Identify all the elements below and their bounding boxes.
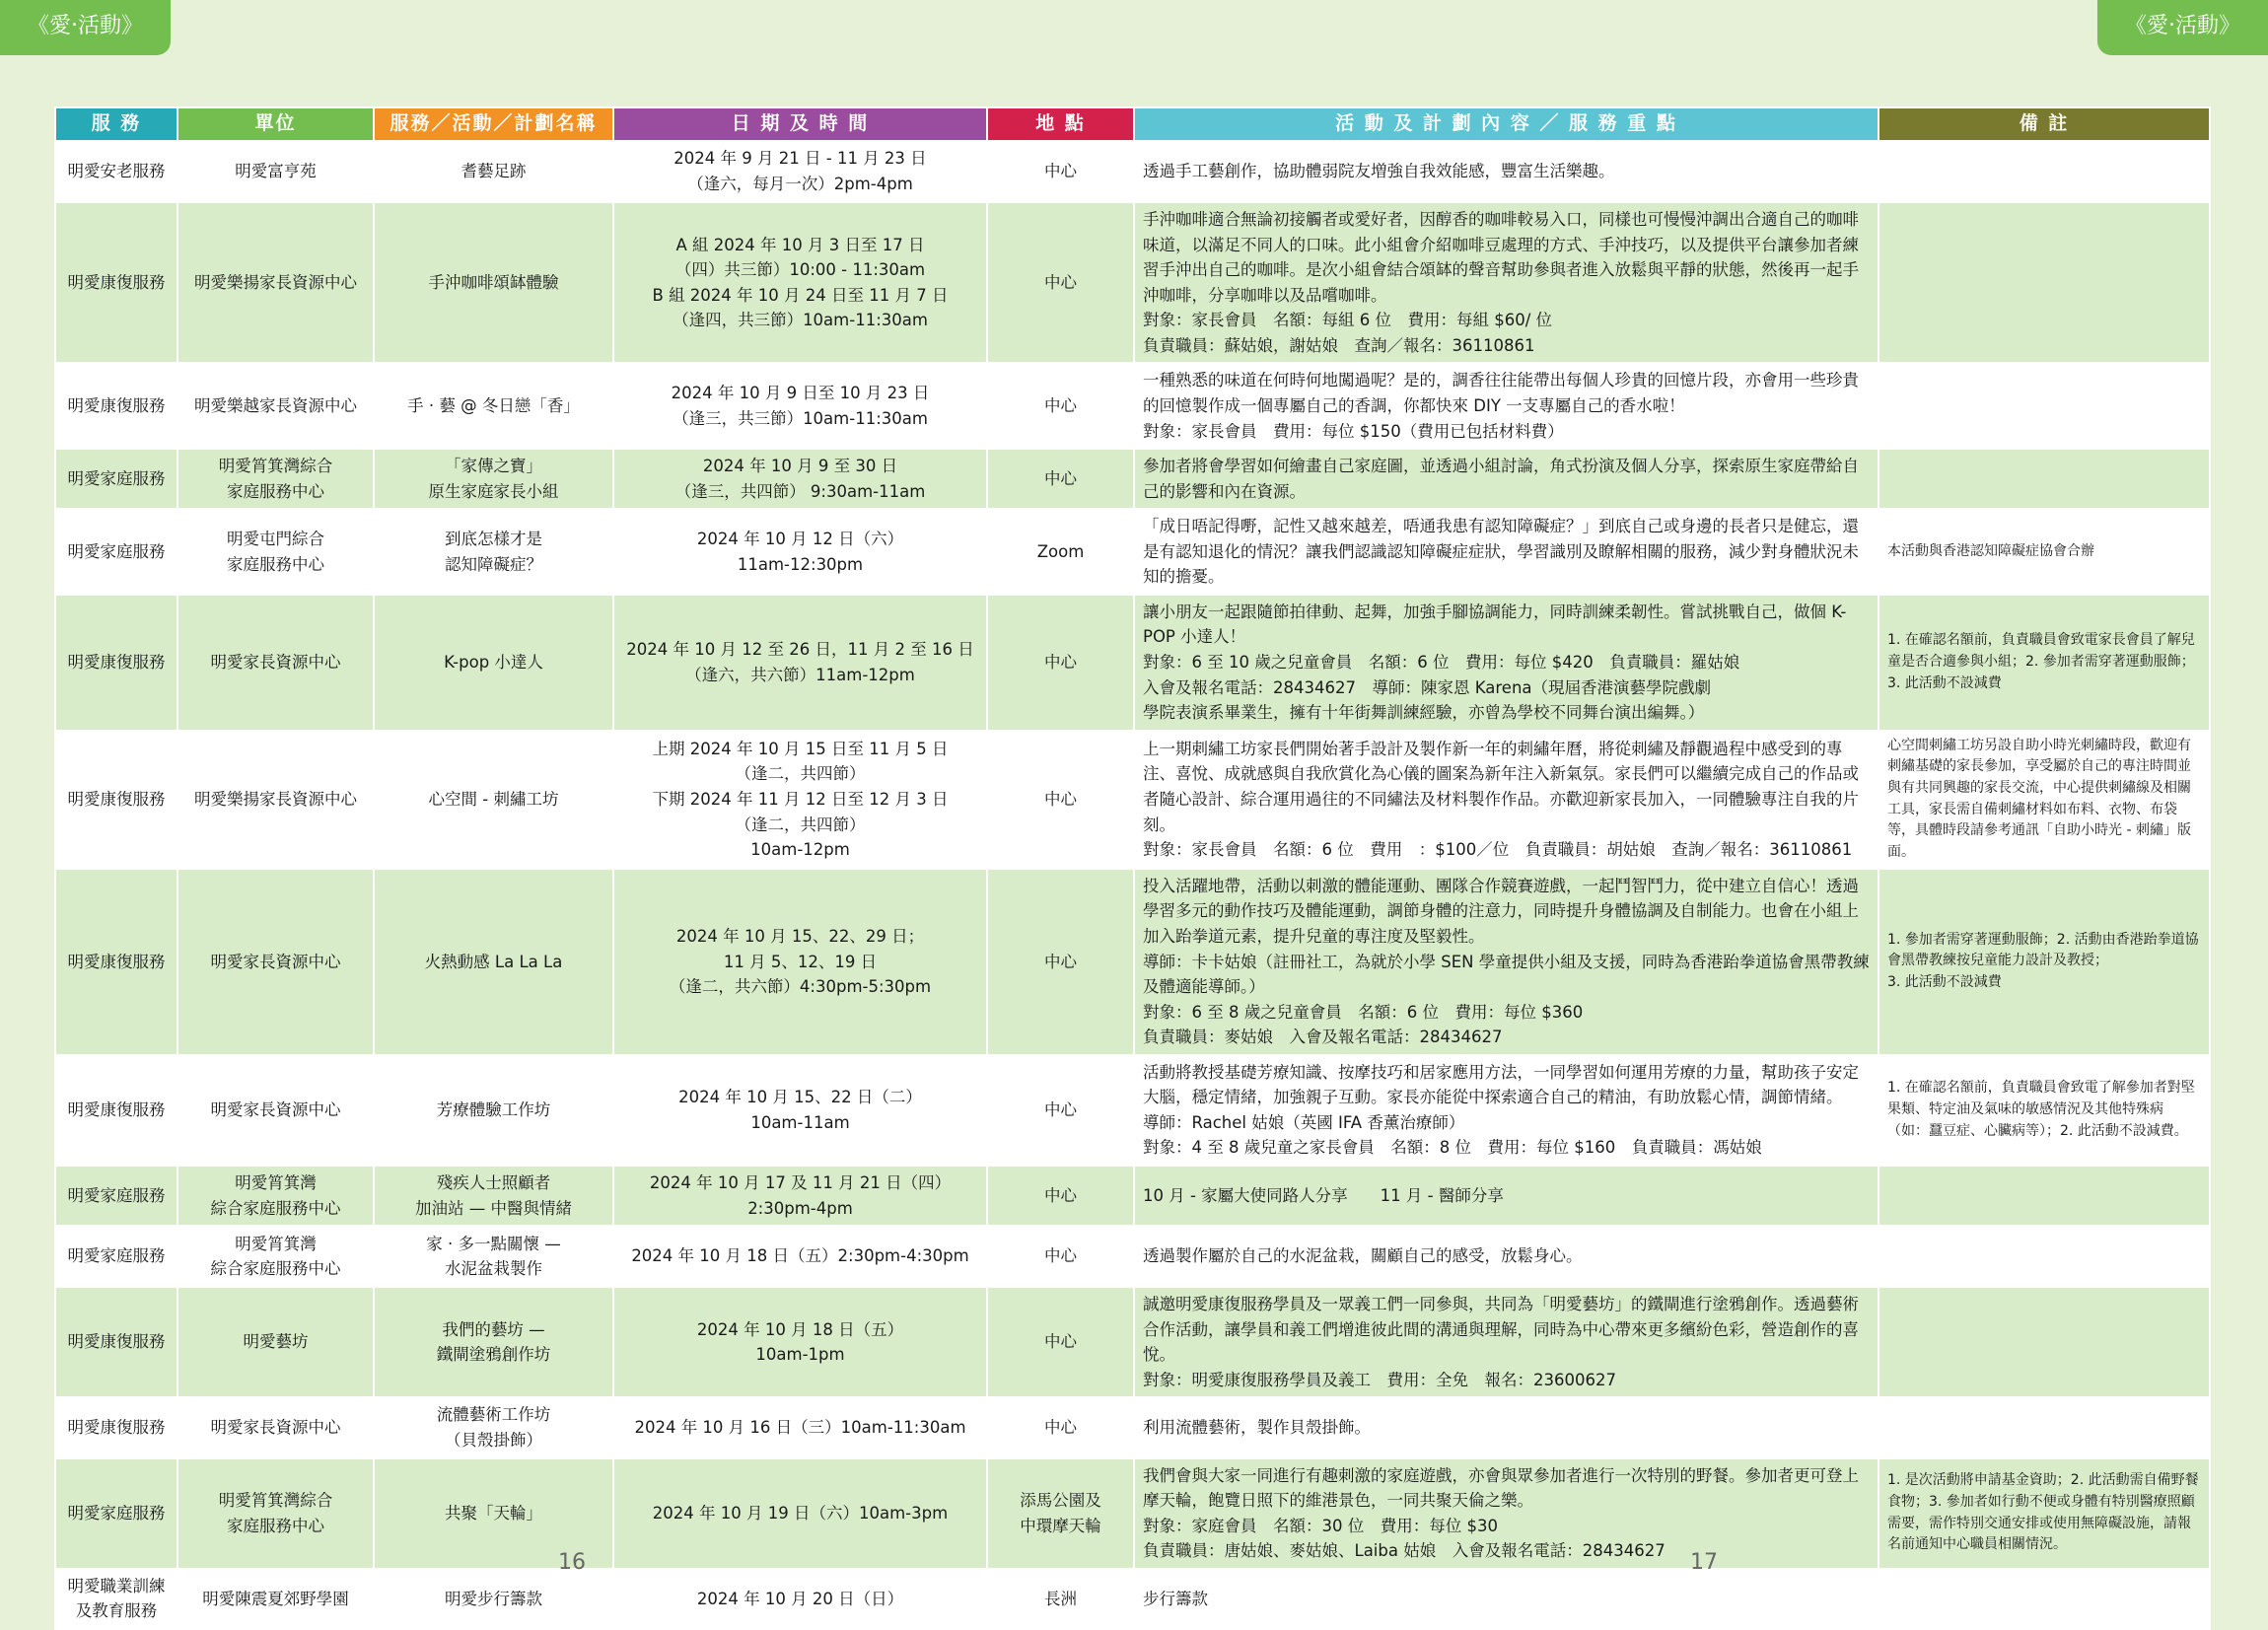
venue-cell: 中心 <box>987 1397 1134 1457</box>
column-header-venue: 地 點 <box>987 107 1134 141</box>
column-header-service: 服 務 <box>55 107 177 141</box>
remarks-cell: 本活動與香港認知障礙症協會合辦 <box>1878 509 2210 595</box>
unit-cell: 明愛家長資源中心 <box>177 595 374 731</box>
date-time-cell: 2024 年 10 月 12 至 26 日，11 月 2 至 16 日 （逢六，共六節）11am-12pm <box>613 595 987 731</box>
unit-cell: 明愛家長資源中心 <box>177 869 374 1055</box>
content-cell: 步行籌款 <box>1134 1569 1878 1629</box>
content-cell: 參加者將會學習如何繪畫自己家庭圖，並透過小組討論，角式扮演及個人分享，探索原生家庭帶給自己的影響和內在資源。 <box>1134 449 1878 509</box>
table-row <box>55 595 2210 731</box>
activity-table-wrapper <box>54 106 2209 1630</box>
date-time-cell: 2024 年 10 月 18 日（五）2:30pm-4:30pm <box>613 1226 987 1287</box>
unit-cell: 明愛屯門綜合 家庭服務中心 <box>177 509 374 595</box>
unit-cell: 明愛筲箕灣 綜合家庭服務中心 <box>177 1226 374 1287</box>
table-row <box>55 363 2210 449</box>
activity-name-cell: 「家傳之寶」 原生家庭家長小組 <box>374 449 613 509</box>
unit-cell: 明愛筲箕灣 綜合家庭服務中心 <box>177 1166 374 1226</box>
remarks-cell: 1. 是次活動將申請基金資助；2. 此活動需自備野餐食物；3. 參加者如行動不便或身體有特別醫療照顧需要，需作特別交通安排或使用無障礙設施，請報名前通知中心職員相關情況。 <box>1878 1458 2210 1569</box>
venue-cell: 中心 <box>987 595 1134 731</box>
date-time-cell: 2024 年 10 月 17 及 11 月 21 日（四）2:30pm-4pm <box>613 1166 987 1226</box>
activity-name-cell: 手沖咖啡頌缽體驗 <box>374 202 613 363</box>
remarks-cell: 心空間刺繡工坊另設自助小時光刺繡時段，歡迎有刺繡基礎的家長參加，享受屬於自己的專注時間並與有共同興趣的家長交流，中心提供刺繡線及相關工具，家長需自備刺繡材料如布料、衣物、布袋等，具體時段請參考通訊「自助小時光 - 刺繡」版面。 <box>1878 731 2210 869</box>
activity-name-cell: 家 ‧ 多一點關懷 — 水泥盆栽製作 <box>374 1226 613 1287</box>
unit-cell: 明愛樂揚家長資源中心 <box>177 202 374 363</box>
activity-name-cell: 手 ‧ 藝 @ 冬日戀「香」 <box>374 363 613 449</box>
service-cell: 明愛康復服務 <box>55 1055 177 1166</box>
service-cell: 明愛康復服務 <box>55 595 177 731</box>
content-cell: 投入活躍地帶，活動以刺激的體能運動、團隊合作競賽遊戲，一起鬥智鬥力，從中建立自信心！透過學習多元的動作技巧及體能運動，調節身體的注意力，同時提升身體協調及自制能力。也會在小組上加入跆拳道元素，提升兒童的專注度及堅毅性。 導師：卡卡姑娘（註冊社工，為就於小學 SEN 學童提供小組及支援，同時為香港跆拳道協會黑帶教練及體適能導師。） 對象：6 至 8 歲之兒童會員 名額：6 位 費用：每位 $360 負責職員：麥姑娘 入會及報名電話：28434627 <box>1134 869 1878 1055</box>
date-time-cell: 2024 年 10 月 20 日（日） <box>613 1569 987 1629</box>
remarks-cell <box>1878 449 2210 509</box>
activity-name-cell: 火熱動感 La La La <box>374 869 613 1055</box>
content-cell: 10 月 - 家屬大使同路人分享 11 月 - 醫師分享 <box>1134 1166 1878 1226</box>
service-cell: 明愛家庭服務 <box>55 1166 177 1226</box>
content-cell: 手沖咖啡適合無論初接觸者或愛好者，因醇香的咖啡較易入口，同樣也可慢慢沖調出合適自己的咖啡味道，以滿足不同人的口味。此小組會介紹咖啡豆處理的方式、手沖技巧，以及提供平台讓參加者練習手沖出自己的咖啡。是次小組會結合頌缽的聲音幫助參與者進入放鬆與平靜的狀態，然後再一起手沖咖啡，分享咖啡以及品嚐咖啡。 對象：家長會員 名額：每組 6 位 費用：每組 $60/ 位 負責職員：蘇姑娘，謝姑娘 查詢／報名：36110861 <box>1134 202 1878 363</box>
unit-cell: 明愛陳震夏郊野學園 <box>177 1569 374 1629</box>
activity-name-cell: 流體藝術工作坊 （貝殼掛飾） <box>374 1397 613 1457</box>
content-cell: 讓小朋友一起跟隨節拍律動、起舞，加強手腳協調能力，同時訓練柔韌性。嘗試挑戰自己，做個 K-POP 小達人！ 對象：6 至 10 歲之兒童會員 名額：6 位 費用：每位 $420 負責職員：羅姑娘 入會及報名電話：28434627 導師：陳家恩 Karena（現屆香港演藝學院戲劇 學院表演系畢業生，擁有十年街舞訓練經驗，亦曾為學校不同舞台演出編舞。） <box>1134 595 1878 731</box>
content-cell: 透過手工藝創作，協助體弱院友増強自我效能感，豐富生活樂趣。 <box>1134 141 1878 202</box>
column-header-remarks: 備 註 <box>1878 107 2210 141</box>
activity-name-cell: 明愛步行籌款 <box>374 1569 613 1629</box>
activity-table <box>54 106 2211 1630</box>
table-row <box>55 202 2210 363</box>
service-cell: 明愛康復服務 <box>55 731 177 869</box>
remarks-cell <box>1878 363 2210 449</box>
table-row <box>55 1055 2210 1166</box>
content-cell: 我們會與大家一同進行有趣刺激的家庭遊戲，亦會與眾參加者進行一次特別的野餐。參加者更可登上摩天輪，飽覽日照下的維港景色，一同共聚天倫之樂。 對象：家庭會員 名額：30 位 費用：每位 $30 負責職員：唐姑娘、麥姑娘、Laiba 姑娘 入會及報名電話：28434627 <box>1134 1458 1878 1569</box>
date-time-cell: 2024 年 10 月 15、22、29 日； 11 月 5、12、19 日 （逢二，共六節）4:30pm-5:30pm <box>613 869 987 1055</box>
remarks-cell: 1. 在確認名額前，負責職員會致電了解參加者對堅果類、特定油及氣味的敏感情況及其他特殊病（如：蠶豆症、心臟病等）；2. 此活動不設減費。 <box>1878 1055 2210 1166</box>
section-tag-left: 《愛‧活動》 <box>0 0 171 55</box>
remarks-cell <box>1878 1287 2210 1397</box>
venue-cell: 中心 <box>987 363 1134 449</box>
service-cell: 明愛家庭服務 <box>55 1226 177 1287</box>
activity-name-cell: 芳療體驗工作坊 <box>374 1055 613 1166</box>
date-time-cell: 上期 2024 年 10 月 15 日至 11 月 5 日 （逢二，共四節） 下期 2024 年 11 月 12 日至 12 月 3 日 （逢二，共四節） 10am-12pm <box>613 731 987 869</box>
service-cell: 明愛家庭服務 <box>55 509 177 595</box>
service-cell: 明愛家庭服務 <box>55 449 177 509</box>
content-cell: 活動將教授基礎芳療知識、按摩技巧和居家應用方法，一同學習如何運用芳療的力量，幫助孩子安定大腦，穩定情緒，加強親子互動。家長亦能從中探索適合自己的精油，有助放鬆心情，調節情緒。 導師：Rachel 姑娘（英國 IFA 香薰治療師） 對象：4 至 8 歲兒童之家長會員 名額：8 位 費用：每位 $160 負責職員：馮姑娘 <box>1134 1055 1878 1166</box>
page-number-left: 16 <box>558 1550 586 1575</box>
activity-name-cell: 我們的藝坊 — 鐵閘塗鴉創作坊 <box>374 1287 613 1397</box>
remarks-cell: 1. 在確認名額前，負責職員會致電家長會員了解兒童是否合適參與小組；2. 參加者需穿著運動服飾；3. 此活動不設減費 <box>1878 595 2210 731</box>
table-row <box>55 1287 2210 1397</box>
unit-cell: 明愛樂越家長資源中心 <box>177 363 374 449</box>
table-row <box>55 1226 2210 1287</box>
content-cell: 上一期刺繡工坊家長們開始著手設計及製作新一年的刺繡年曆，將從刺繡及靜觀過程中感受到的專注、喜悅、成就感與自我欣賞化為心儀的圖案為新年注入新氣氛。家長們可以繼續完成自己的作品或者隨心設計、綜合運用過往的不同繡法及材料製作作品。亦歡迎新家長加入，一同體驗專注自我的片刻。 對象：家長會員 名額：6 位 費用 ：$100／位 負責職員：胡姑娘 查詢／報名：36110861 <box>1134 731 1878 869</box>
table-header-row <box>55 107 2210 141</box>
venue-cell: 中心 <box>987 1166 1134 1226</box>
table-row <box>55 141 2210 202</box>
remarks-cell <box>1878 141 2210 202</box>
date-time-cell: 2024 年 10 月 19 日（六）10am-3pm <box>613 1458 987 1569</box>
column-header-activity-name: 服務／活動／計劃名稱 <box>374 107 613 141</box>
date-time-cell: 2024 年 10 月 16 日（三）10am-11:30am <box>613 1397 987 1457</box>
table-row <box>55 731 2210 869</box>
venue-cell: 中心 <box>987 731 1134 869</box>
venue-cell: 添馬公園及 中環摩天輪 <box>987 1458 1134 1569</box>
service-cell: 明愛家庭服務 <box>55 1458 177 1569</box>
unit-cell: 明愛樂揚家長資源中心 <box>177 731 374 869</box>
column-header-content: 活 動 及 計 劃 內 容 ／ 服 務 重 點 <box>1134 107 1878 141</box>
table-body <box>55 141 2210 1629</box>
service-cell: 明愛康復服務 <box>55 202 177 363</box>
content-cell: 透過製作屬於自己的水泥盆栽，關顧自己的感受，放鬆身心。 <box>1134 1226 1878 1287</box>
column-header-date-time: 日 期 及 時 間 <box>613 107 987 141</box>
unit-cell: 明愛家長資源中心 <box>177 1397 374 1457</box>
unit-cell: 明愛筲箕灣綜合 家庭服務中心 <box>177 449 374 509</box>
content-cell: 「成日唔記得嘢，記性又越來越差，唔通我患有認知障礙症？」到底自己或身邊的長者只是健忘，還是有認知退化的情況？讓我們認識認知障礙症症狀，學習識別及瞭解相關的服務，減少對身體狀況未知的擔憂。 <box>1134 509 1878 595</box>
table-row <box>55 509 2210 595</box>
venue-cell: 中心 <box>987 449 1134 509</box>
venue-cell: 中心 <box>987 1226 1134 1287</box>
service-cell: 明愛職業訓練 及教育服務 <box>55 1569 177 1629</box>
remarks-cell <box>1878 1166 2210 1226</box>
content-cell: 利用流體藝術，製作貝殼掛飾。 <box>1134 1397 1878 1457</box>
service-cell: 明愛安老服務 <box>55 141 177 202</box>
date-time-cell: 2024 年 10 月 15、22 日（二） 10am-11am <box>613 1055 987 1166</box>
date-time-cell: A 組 2024 年 10 月 3 日至 17 日 （四）共三節）10:00 - 11:30am B 組 2024 年 10 月 24 日至 11 月 7 日 （逢四，共三節）10am-11:30am <box>613 202 987 363</box>
section-tag-right: 《愛‧活動》 <box>2097 0 2268 55</box>
date-time-cell: 2024 年 10 月 12 日（六） 11am-12:30pm <box>613 509 987 595</box>
service-cell: 明愛康復服務 <box>55 869 177 1055</box>
unit-cell: 明愛藝坊 <box>177 1287 374 1397</box>
venue-cell: 中心 <box>987 202 1134 363</box>
table-row <box>55 449 2210 509</box>
page-number-right: 17 <box>1690 1550 1718 1575</box>
venue-cell: 中心 <box>987 141 1134 202</box>
table-row <box>55 1397 2210 1457</box>
service-cell: 明愛康復服務 <box>55 363 177 449</box>
venue-cell: 長洲 <box>987 1569 1134 1629</box>
venue-cell: 中心 <box>987 1055 1134 1166</box>
activity-name-cell: K-pop 小達人 <box>374 595 613 731</box>
table-row <box>55 1166 2210 1226</box>
content-cell: 一種熟悉的味道在何時何地闖過呢？是的，調香往往能帶出每個人珍貴的回憶片段，亦會用一些珍貴的回憶製作成一個專屬自己的香調，你都快來 DIY 一支專屬自己的香水啦！ 對象：家長會員 費用：每位 $150（費用已包括材料費） <box>1134 363 1878 449</box>
remarks-cell <box>1878 1226 2210 1287</box>
content-cell: 誠邀明愛康復服務學員及一眾義工們一同參與，共同為「明愛藝坊」的鐵閘進行塗鴉創作。透過藝術合作活動，讓學員和義工們增進彼此間的溝通與理解，同時為中心帶來更多繽紛色彩，營造創作的喜悅。 對象：明愛康復服務學員及義工 費用：全免 報名：23600627 <box>1134 1287 1878 1397</box>
date-time-cell: 2024 年 10 月 9 至 30 日 （逢三，共四節） 9:30am-11am <box>613 449 987 509</box>
date-time-cell: 2024 年 10 月 9 日至 10 月 23 日 （逢三，共三節）10am-11:30am <box>613 363 987 449</box>
activity-name-cell: 心空間 - 刺繡工坊 <box>374 731 613 869</box>
remarks-cell <box>1878 1397 2210 1457</box>
unit-cell: 明愛富亨苑 <box>177 141 374 202</box>
activity-name-cell: 殘疾人士照顧者 加油站 — 中醫與情緒 <box>374 1166 613 1226</box>
table-row <box>55 1458 2210 1569</box>
venue-cell: Zoom <box>987 509 1134 595</box>
service-cell: 明愛康復服務 <box>55 1287 177 1397</box>
activity-name-cell: 耆藝足跡 <box>374 141 613 202</box>
remarks-cell <box>1878 202 2210 363</box>
remarks-cell <box>1878 1569 2210 1629</box>
table-row <box>55 1569 2210 1629</box>
unit-cell: 明愛家長資源中心 <box>177 1055 374 1166</box>
venue-cell: 中心 <box>987 869 1134 1055</box>
date-time-cell: 2024 年 9 月 21 日 - 11 月 23 日 （逢六，每月一次）2pm-4pm <box>613 141 987 202</box>
activity-name-cell: 共聚「天輪」 <box>374 1458 613 1569</box>
date-time-cell: 2024 年 10 月 18 日（五） 10am-1pm <box>613 1287 987 1397</box>
table-row <box>55 869 2210 1055</box>
service-cell: 明愛康復服務 <box>55 1397 177 1457</box>
activity-name-cell: 到底怎樣才是 認知障礙症？ <box>374 509 613 595</box>
unit-cell: 明愛筲箕灣綜合 家庭服務中心 <box>177 1458 374 1569</box>
remarks-cell: 1. 參加者需穿著運動服飾；2. 活動由香港跆拳道協會黑帶教練按兒童能力設計及教授； 3. 此活動不設減費 <box>1878 869 2210 1055</box>
column-header-unit: 單位 <box>177 107 374 141</box>
venue-cell: 中心 <box>987 1287 1134 1397</box>
